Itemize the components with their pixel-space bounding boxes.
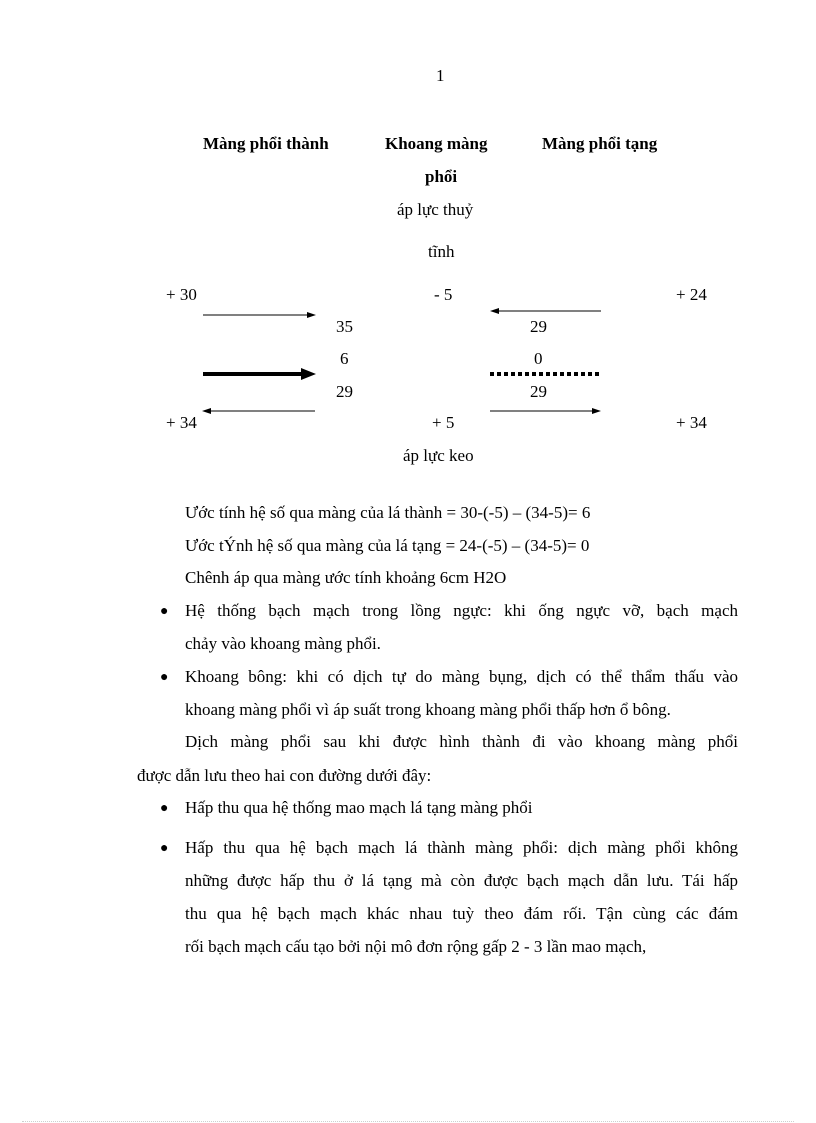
pressure-difference-line: Chênh áp qua màng ước tính khoảng 6cm H2O	[185, 568, 507, 587]
bullet-marker: ●	[160, 841, 169, 856]
oncotic-label: áp lực keo	[403, 446, 474, 465]
column-header-parietal: Màng phổi thành	[203, 134, 329, 153]
bullet-line: những được hấp thu ở lá tạng mà còn được bạch mạch dẫn lưu. Tái hấp	[185, 871, 738, 890]
page-bottom-rule	[22, 1121, 794, 1122]
bullet-line: Hấp thu qua hệ bạch mạch lá thành màng phổi: dịch màng phổi không	[185, 838, 738, 857]
pressure-arrows	[0, 0, 816, 460]
bullet-line: Khoang bông: khi có dịch tự do màng bụng, dịch có thể thẩm thấu vào	[185, 667, 738, 686]
parietal-estimate-line: Ước tính hệ số qua màng của lá thành = 30-(-5) – (34-5)= 6	[185, 503, 591, 522]
bullet-item-abdominal	[185, 660, 738, 726]
pleural-oncotic-value: + 5	[432, 413, 455, 432]
bullet-line: thu qua hệ bạch mạch khác nhau tuỳ theo đám rối. Tận cùng các đám	[185, 904, 738, 923]
column-header-pleural-space: Khoang màng	[385, 134, 488, 153]
bullet-line: chảy vào khoang màng phổi.	[185, 634, 381, 653]
parietal-value-35: 35	[336, 317, 353, 336]
pleural-hydrostatic-value: - 5	[434, 285, 453, 304]
bullet-item-capillary: Hấp thu qua hệ thống mao mạch lá tạng màng phổi	[185, 798, 533, 817]
parietal-value-6: 6	[340, 349, 349, 368]
visceral-estimate-line: Ước tÝnh hệ số qua màng của lá tạng = 24-(-5) – (34-5)= 0	[185, 536, 590, 555]
paragraph-second-line: được dẫn lưu theo hai con đường dưới đây:	[137, 766, 432, 785]
parietal-value-29: 29	[336, 382, 353, 401]
hydrostatic-label-cont: tĩnh	[428, 242, 455, 261]
parietal-oncotic-value: + 34	[166, 413, 197, 432]
visceral-value-29-top: 29	[530, 317, 547, 336]
parietal-hydrostatic-value: + 30	[166, 285, 197, 304]
bullet-item-parietal-lymph	[185, 831, 738, 963]
bullet-item-thoracic-lymph	[185, 594, 738, 660]
visceral-value-29-bottom: 29	[530, 382, 547, 401]
bullet-marker: ●	[160, 801, 169, 816]
bullet-line: rối bạch mạch cấu tạo bởi nội mô đơn rộng gấp 2 - 3 lần mao mạch,	[185, 937, 647, 956]
bullet-marker: ●	[160, 604, 169, 619]
paragraph-line: Dịch màng phổi sau khi được hình thành đi vào khoang màng phổi	[185, 732, 738, 751]
visceral-value-0: 0	[534, 349, 543, 368]
hydrostatic-label: áp lực thuỷ	[397, 200, 474, 219]
column-header-visceral: Màng phổi tạng	[542, 134, 658, 153]
bullet-marker: ●	[160, 670, 169, 685]
page-number: 1	[436, 66, 445, 85]
column-header-pleural-space-cont: phổi	[425, 167, 458, 186]
bullet-line: khoang màng phổi vì áp suất trong khoang màng phổi thấp hơn ổ bông.	[185, 700, 671, 719]
paragraph-first-line	[185, 725, 738, 758]
visceral-oncotic-value: + 34	[676, 413, 707, 432]
bullet-line: Hệ thống bạch mạch trong lồng ngực: khi ống ngực vỡ, bạch mạch	[185, 601, 738, 620]
visceral-hydrostatic-value: + 24	[676, 285, 707, 304]
